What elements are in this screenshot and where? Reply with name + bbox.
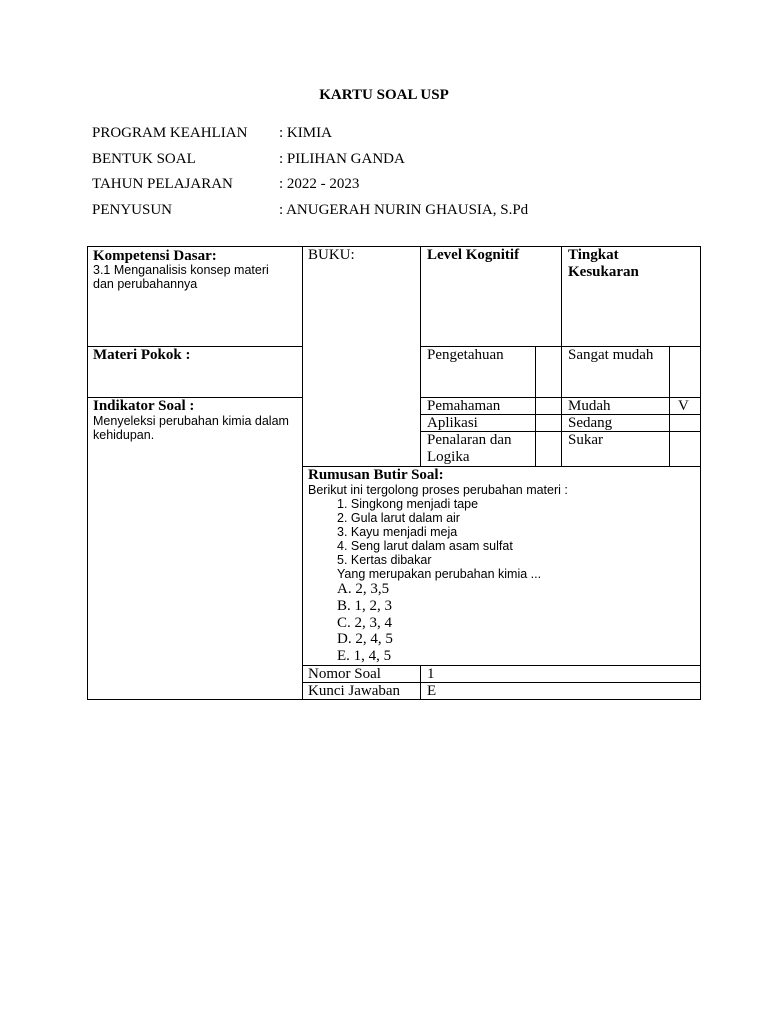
- indikator-label: Indikator Soal :: [93, 398, 195, 414]
- buku-label: BUKU:: [308, 247, 355, 263]
- question-item: 3. Kayu menjadi meja: [337, 525, 458, 539]
- level-pengetahuan: Pengetahuan: [427, 347, 504, 363]
- table-divider-diff-check: [669, 347, 670, 467]
- difficulty-sukar: Sukar: [568, 432, 603, 448]
- header-value-penyusun: : ANUGERAH NURIN GHAUSIA, S.Pd: [279, 202, 529, 218]
- kompetensi-line-2: dan perubahannya: [93, 277, 198, 291]
- document-title: KARTU SOAL USP: [319, 87, 449, 103]
- indikator-line-2: kehidupan.: [93, 428, 155, 442]
- question-item: 2. Gula larut dalam air: [337, 511, 460, 525]
- answer-option-c: C. 2, 3, 4: [337, 615, 393, 631]
- answer-option-e: E. 1, 4, 5: [337, 648, 392, 664]
- level-aplikasi: Aplikasi: [427, 415, 478, 431]
- header-value-program: : KIMIA: [279, 125, 332, 141]
- nomor-soal-label: Nomor Soal: [308, 666, 381, 682]
- kunci-jawaban-value: E: [427, 683, 437, 699]
- tingkat-label-line-1: Tingkat: [568, 247, 619, 263]
- header-label-penyusun: PENYUSUN: [92, 202, 173, 218]
- answer-option-d: D. 2, 4, 5: [337, 631, 393, 647]
- table-border-right: [700, 246, 701, 700]
- header-label-program: PROGRAM KEAHLIAN: [92, 125, 248, 141]
- table-border-left: [87, 246, 88, 700]
- level-penalaran-line-2: Logika: [427, 449, 470, 465]
- nomor-soal-value: 1: [427, 666, 435, 682]
- kompetensi-line-1: 3.1 Menganalisis konsep materi: [93, 263, 269, 277]
- question-item: 1. Singkong menjadi tape: [337, 497, 479, 511]
- header-label-tahun: TAHUN PELAJARAN: [92, 176, 233, 192]
- level-penalaran-line-1: Penalaran dan: [427, 432, 512, 448]
- difficulty-sangat-mudah: Sangat mudah: [568, 347, 654, 363]
- level-kognitif-label: Level Kognitif: [427, 247, 520, 263]
- header-label-bentuk: BENTUK SOAL: [92, 151, 196, 167]
- level-pemahaman: Pemahaman: [427, 398, 501, 414]
- answer-option-a: A. 2, 3,5: [337, 581, 390, 597]
- table-divider-col2: [420, 246, 421, 467]
- header-value-bentuk: : PILIHAN GANDA: [279, 151, 405, 167]
- kunci-jawaban-label: Kunci Jawaban: [308, 683, 401, 699]
- question-stem: Yang merupakan perubahan kimia ...: [337, 567, 542, 581]
- indikator-line-1: Menyeleksi perubahan kimia dalam: [93, 414, 289, 428]
- table-divider-col1: [302, 246, 303, 700]
- rumusan-label: Rumusan Butir Soal:: [308, 467, 444, 483]
- materi-pokok-label: Materi Pokok :: [93, 347, 191, 363]
- tingkat-label-line-2: Kesukaran: [568, 264, 639, 280]
- difficulty-mudah: Mudah: [568, 398, 611, 414]
- table-divider-level-check: [535, 347, 536, 467]
- question-item: 5. Kertas dibakar: [337, 553, 432, 567]
- kompetensi-label: Kompetensi Dasar:: [93, 248, 217, 264]
- answer-option-b: B. 1, 2, 3: [337, 598, 393, 614]
- question-intro: Berikut ini tergolong proses perubahan materi :: [308, 483, 568, 497]
- difficulty-sedang: Sedang: [568, 415, 613, 431]
- question-item: 4. Seng larut dalam asam sulfat: [337, 539, 513, 553]
- difficulty-mudah-check-mark: V: [678, 398, 689, 414]
- table-divider-col3: [561, 246, 562, 467]
- header-value-tahun: : 2022 - 2023: [279, 176, 360, 192]
